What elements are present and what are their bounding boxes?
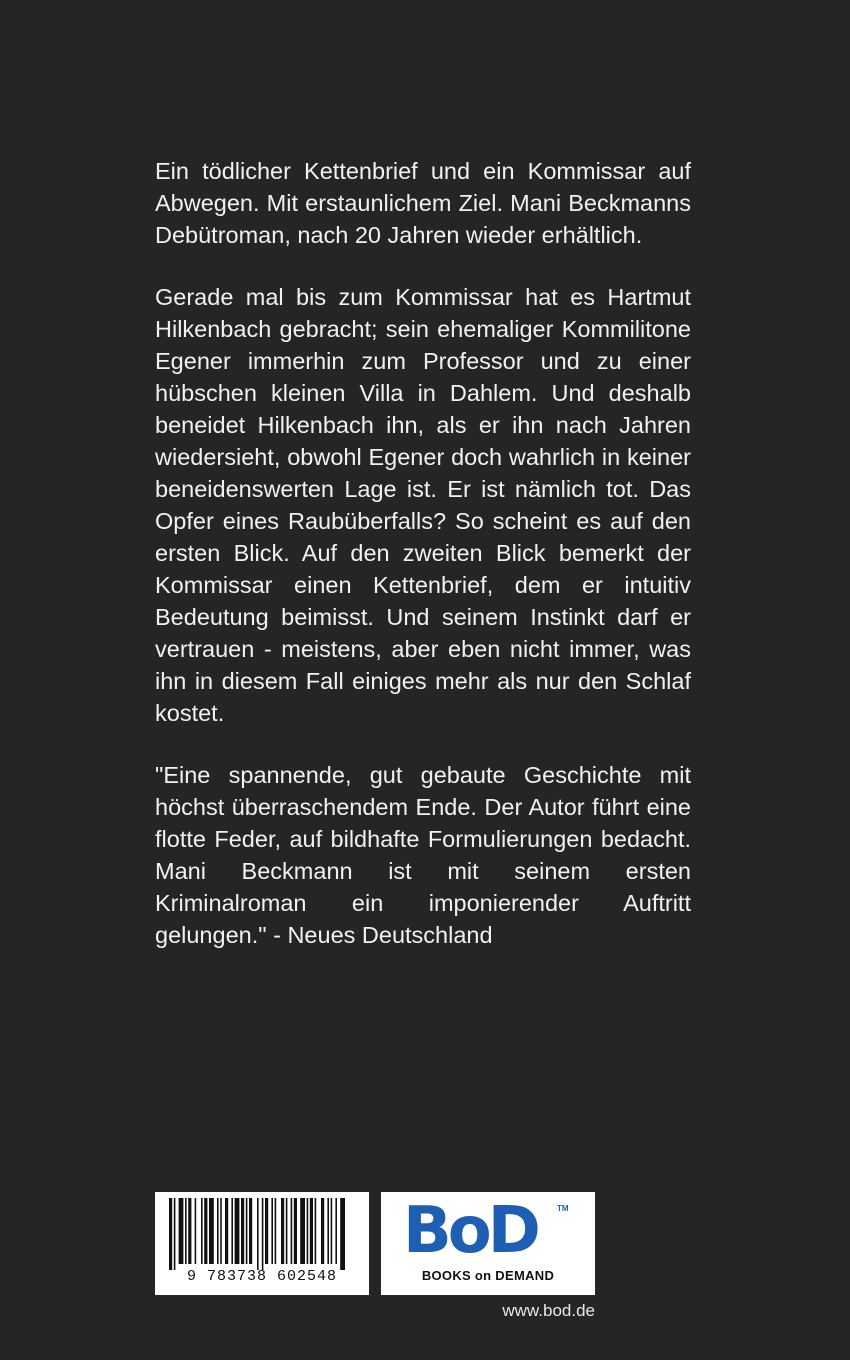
barcode-bar xyxy=(241,1198,244,1264)
blurb-review-quote: "Eine spannende, gut gebaute Geschichte mit höchst überraschendem Ende. Der Autor führt eine flotte Feder, auf bildhafte Formulierungen bedacht. Mani Beckmann ist mit seinem ersten Kriminalroman ein imponierender Auftritt gelungen." - Neues Deutschland xyxy=(155,762,691,948)
publisher-url: www.bod.de xyxy=(502,1301,595,1320)
blurb-synopsis-paragraph: Gerade mal bis zum Kommissar hat es Hartmut Hilkenbach gebracht; sein ehemaliger Kommilitone Egener immerhin zum Professor und zu einer hübschen kleinen Villa in Dahlem. Und deshalb beneidet Hilkenbach ihn, als er ihn nach Jahren wiedersieht, obwohl Egener doch wahrlich in keiner beneidenswerten Lage ist. Er ist nämlich tot. Das Opfer eines Raubüberfalls? So scheint es auf den ersten Blick. Auf den zweiten Blick bemerkt der Kommissar einen Kettenbrief, dem er intuitiv Bedeutung beimisst. Und seinem Instinkt darf er vertrauen - meistens, aber eben nicht immer, was ihn in diesem Fall einiges mehr als nur den Schlaf kostet. xyxy=(155,284,691,726)
barcode-bar xyxy=(291,1198,293,1264)
barcode-bar xyxy=(331,1198,333,1264)
publisher-tagline: BOOKS on DEMAND xyxy=(421,1268,555,1283)
barcode-bar xyxy=(201,1198,203,1264)
barcode-bar xyxy=(307,1198,309,1264)
barcode-bar xyxy=(188,1198,191,1264)
barcode-bar xyxy=(174,1198,176,1270)
barcode-bar xyxy=(231,1198,233,1264)
trademark-symbol: TM xyxy=(557,1204,569,1213)
barcode-bar xyxy=(220,1198,222,1264)
barcode-bar xyxy=(315,1198,317,1264)
barcode-bar xyxy=(286,1198,288,1264)
barcode-bar xyxy=(217,1198,219,1264)
isbn-number: 9 783738 602548 xyxy=(186,1268,338,1285)
barcode-bar xyxy=(271,1198,273,1264)
cover-blurb xyxy=(155,155,691,981)
barcode-bar xyxy=(300,1198,305,1264)
barcode-bar xyxy=(327,1198,329,1264)
barcode-bar xyxy=(185,1198,187,1264)
barcode-bar xyxy=(335,1198,337,1264)
publisher-logo-box xyxy=(381,1192,595,1295)
blurb-intro-paragraph: Ein tödlicher Kettenbrief und ein Kommissar auf Abwegen. Mit erstaunlichem Ziel. Mani Beckmanns Debütroman, nach 20 Jahren wieder erhältlich. xyxy=(155,158,691,248)
barcode-bar xyxy=(235,1198,240,1264)
barcode-bar xyxy=(169,1198,172,1270)
barcode-bar xyxy=(225,1198,228,1264)
barcode-bar xyxy=(275,1198,277,1264)
barcode-bar xyxy=(249,1198,252,1264)
barcode-bar xyxy=(281,1198,284,1264)
barcode-bar xyxy=(179,1198,184,1264)
barcode-bar xyxy=(262,1198,264,1270)
barcode-bar xyxy=(195,1198,197,1264)
barcode-bar xyxy=(246,1198,248,1264)
barcode-bar xyxy=(209,1198,214,1264)
isbn-barcode xyxy=(155,1192,369,1295)
barcode-bar xyxy=(204,1198,207,1264)
barcode-bar xyxy=(340,1198,345,1270)
barcode-bar xyxy=(265,1198,268,1264)
barcode-bar xyxy=(310,1198,313,1264)
bod-logo: BoD xyxy=(403,1194,537,1268)
barcode-bar xyxy=(257,1198,259,1270)
barcode-bar xyxy=(321,1198,324,1264)
barcode-bar xyxy=(294,1198,297,1264)
